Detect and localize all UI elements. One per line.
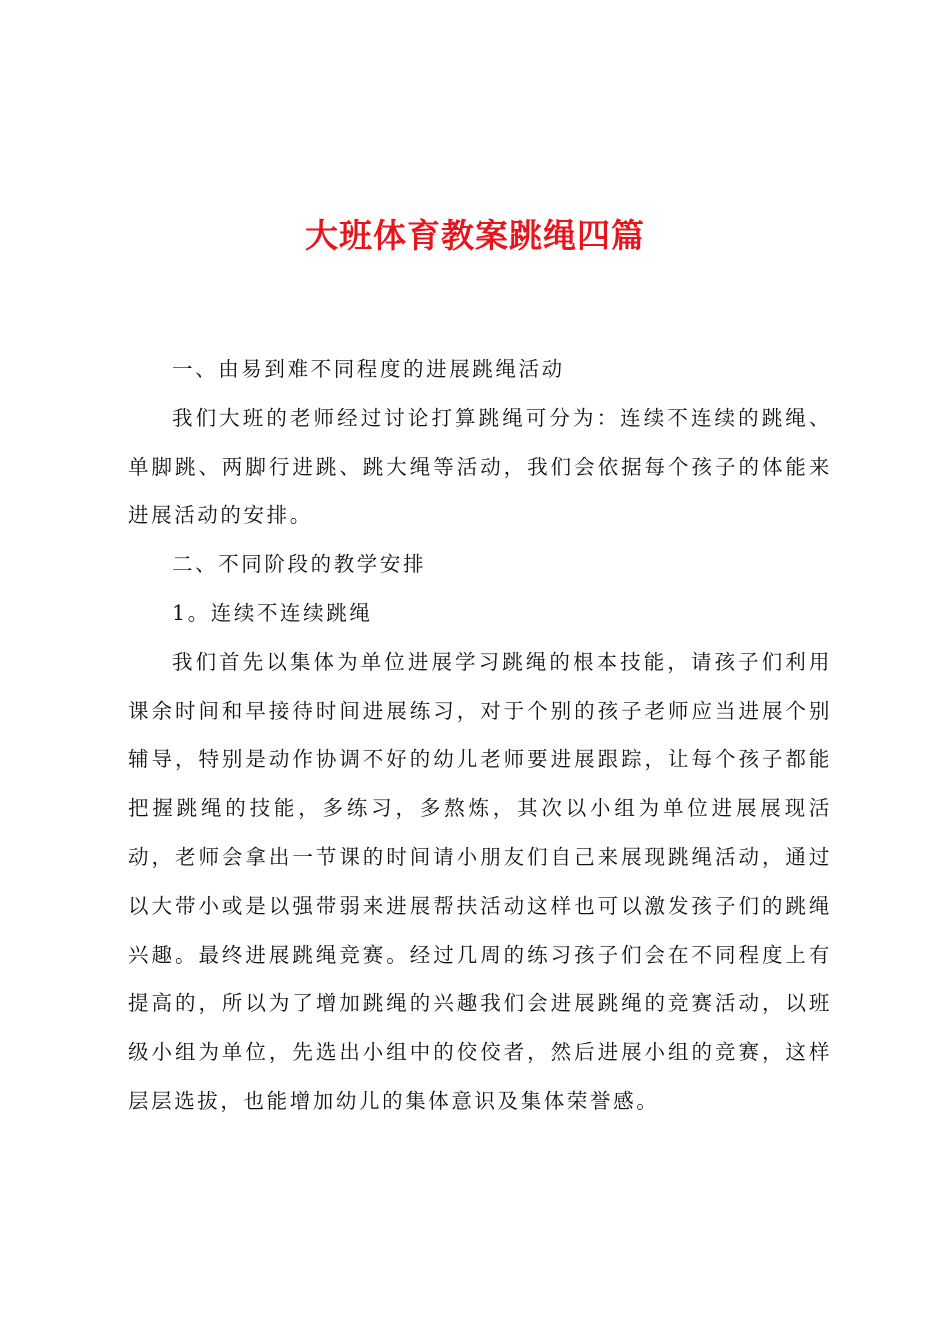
document-title: 大班体育教案跳绳四篇 (305, 216, 645, 255)
paragraph-intro: 我们大班的老师经过讨论打算跳绳可分为：连续不连续的跳绳、单脚跳、两脚行进跳、跳大绳等活动，我们会依据每个孩子的体能来进展活动的安排。 (128, 405, 832, 528)
paragraph-continuous-jump: 我们首先以集体为单位进展学习跳绳的根本技能，请孩子们利用课余时间和早接待时间进展练习，对于个别的孩子老师应当进展个别辅导，特别是动作协调不好的幼儿老师要进展跟踪，让每个孩子都能把握跳绳的技能，多练习，多熬炼，其次以小组为单位进展展现活动，老师会拿出一节课的时间请小朋友们自己来展现跳绳活动，通过以大带小或是以强带弱来进展帮扶活动这样也可以激发孩子们的跳绳兴趣。最终进展跳绳竞赛。经过几周的练习孩子们会在不同程度上有提高的，所以为了增加跳绳的兴趣我们会进展跳绳的竞赛活动，以班级小组为单位，先选出小组中的佼佼者，然后进展小组的竞赛，这样层层选拔，也能增加幼儿的集体意识及集体荣誉感。 (128, 649, 832, 1113)
subsection-heading-1: 1。连续不连续跳绳 (172, 600, 373, 625)
section-heading-1: 一、由易到难不同程度的进展跳绳活动 (172, 357, 565, 381)
document-body (128, 345, 832, 1126)
section-heading-2: 二、不同阶段的教学安排 (172, 552, 427, 577)
